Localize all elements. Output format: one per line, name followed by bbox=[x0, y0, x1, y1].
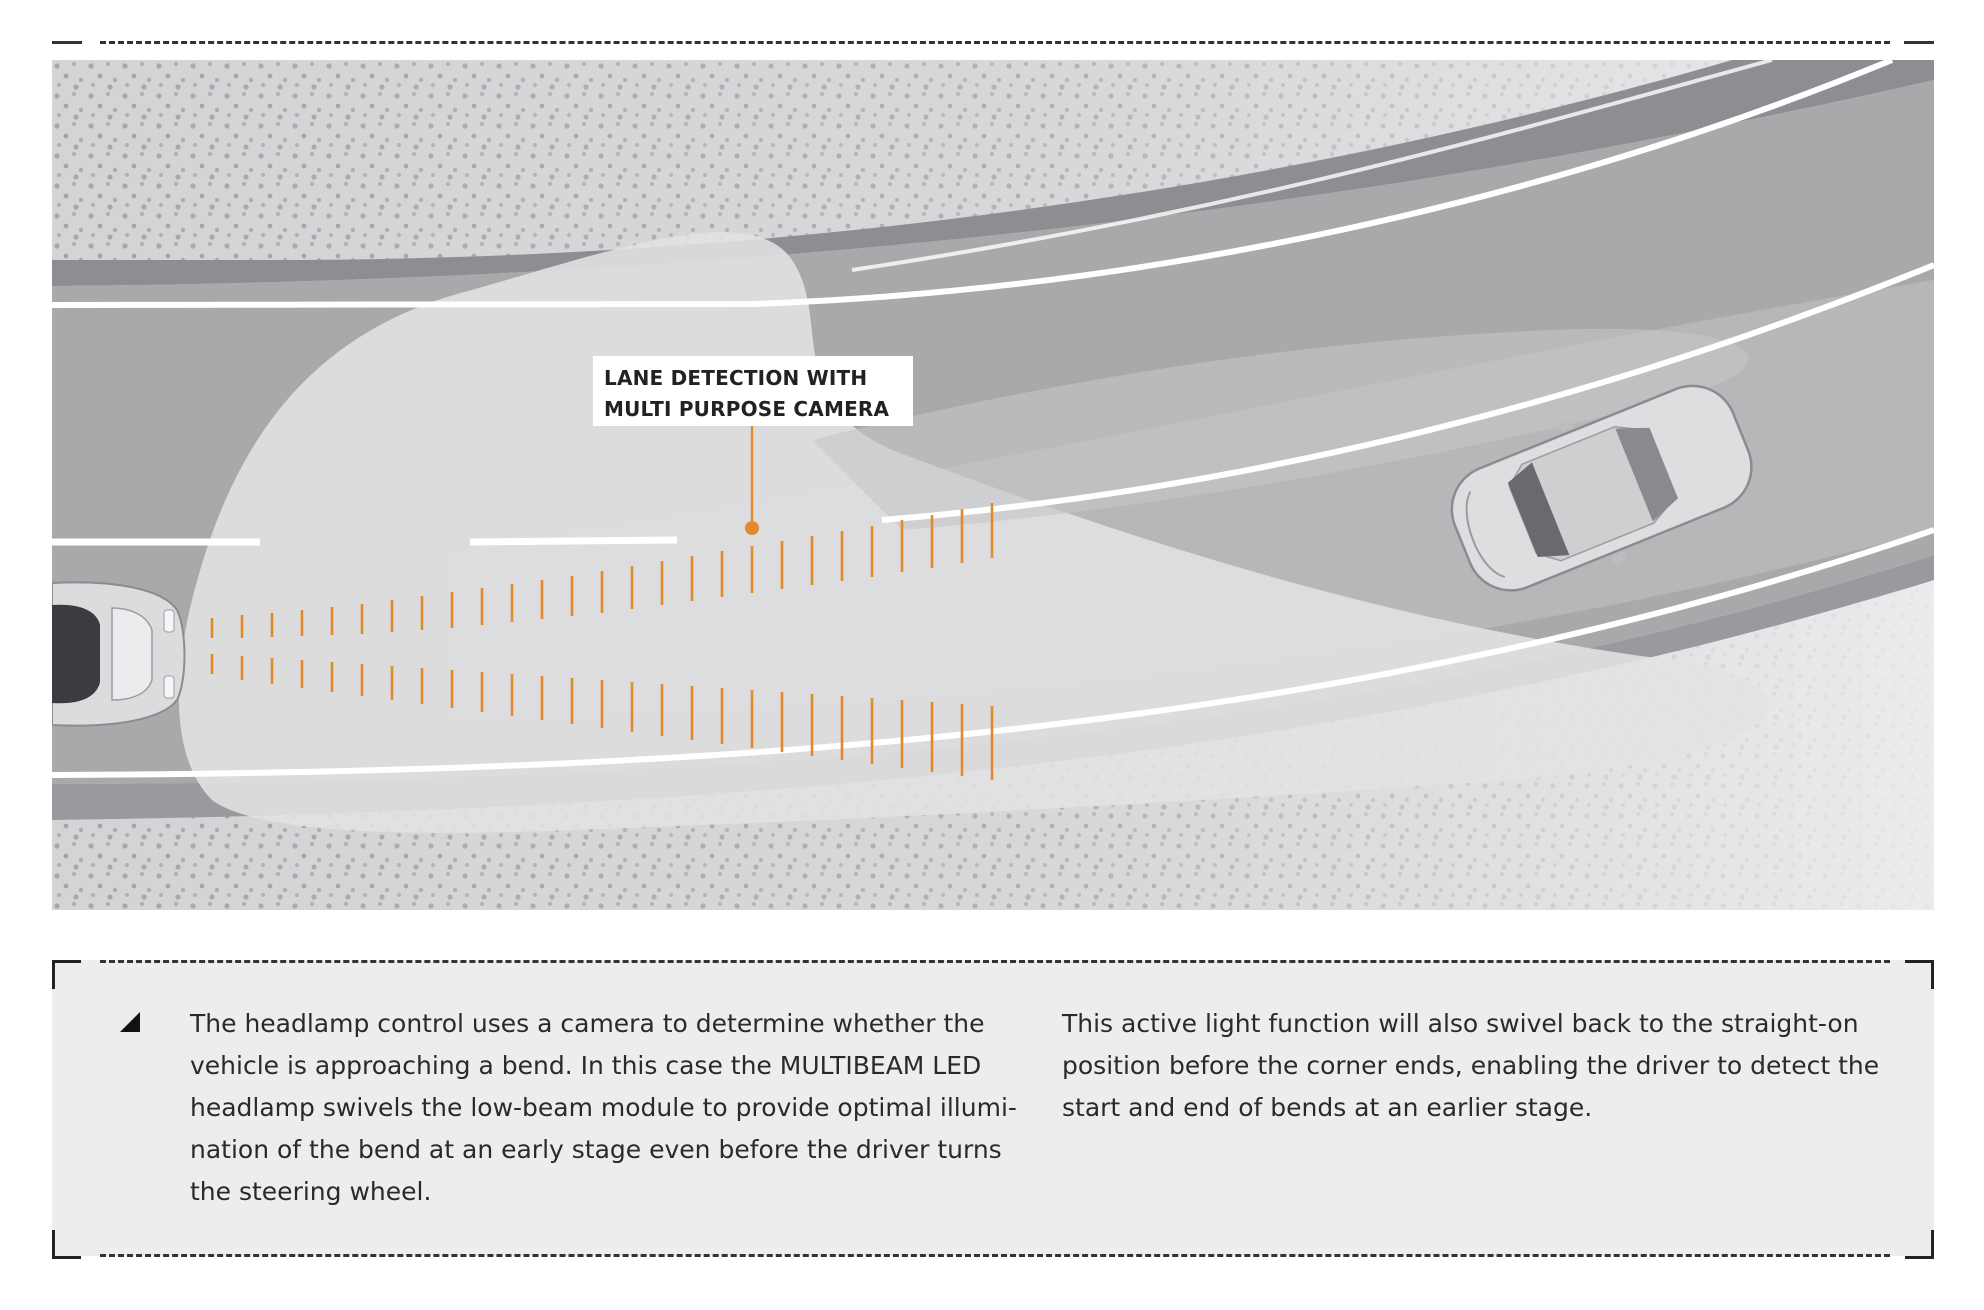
caption-rule-top bbox=[100, 960, 1890, 963]
corner-bracket-bottom-left bbox=[52, 1230, 81, 1259]
caption-rule-bottom bbox=[100, 1254, 1890, 1257]
corner-bracket-top-right bbox=[1905, 960, 1934, 989]
caption-right-line: start and end of bends at an earlier stage. bbox=[1062, 1093, 1593, 1122]
caption-left-line: vehicle is approaching a bend. In this case the MULTIBEAM LED bbox=[190, 1051, 982, 1080]
corner-bracket-bottom-right bbox=[1905, 1230, 1934, 1259]
caption-right-line: This active light function will also swivel back to the straight-on bbox=[1062, 1009, 1859, 1038]
top-rule-left bbox=[52, 41, 82, 44]
lane-dash-2 bbox=[470, 540, 677, 542]
callout-line-2: MULTI PURPOSE CAMERA bbox=[604, 397, 890, 421]
road-scene bbox=[52, 60, 1934, 910]
top-rule-dashed bbox=[100, 41, 1890, 44]
caption-right-paragraph bbox=[1062, 1003, 1879, 1129]
callout-leader-dot bbox=[745, 521, 759, 535]
black-triangle-bullet-icon bbox=[120, 1012, 140, 1032]
caption-left-line: headlamp swivels the low-beam module to provide optimal illumi- bbox=[190, 1093, 1017, 1122]
bend-lighting-diagram bbox=[52, 60, 1934, 910]
caption-right-line: position before the corner ends, enabling the driver to detect the bbox=[1062, 1051, 1880, 1080]
caption-left-line: the steering wheel. bbox=[190, 1177, 432, 1206]
caption-left-paragraph bbox=[190, 1003, 1017, 1213]
corner-bracket-top-left bbox=[52, 960, 81, 989]
own-car bbox=[52, 582, 185, 725]
caption-left-line: nation of the bend at an early stage even before the driver turns bbox=[190, 1135, 1002, 1164]
caption-left-line: The headlamp control uses a camera to determine whether the bbox=[190, 1009, 985, 1038]
callout-lane-detection bbox=[593, 356, 913, 426]
top-rule-right bbox=[1904, 41, 1934, 44]
callout-line-1: LANE DETECTION WITH bbox=[604, 366, 868, 390]
